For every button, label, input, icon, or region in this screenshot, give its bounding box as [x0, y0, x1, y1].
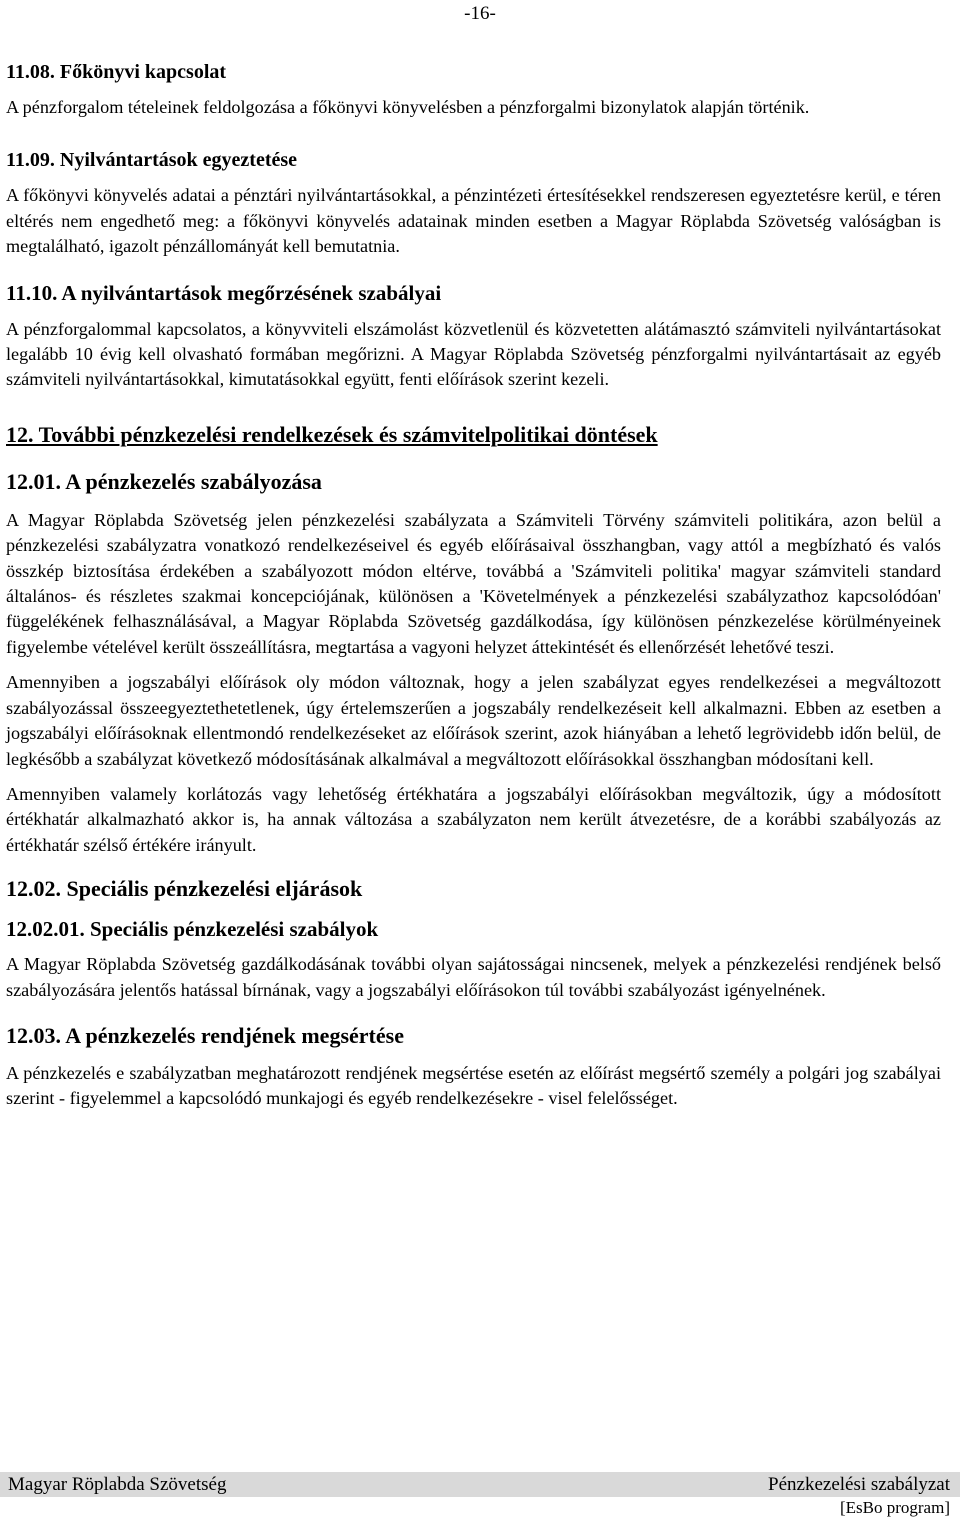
- footer-bar: [0, 1472, 960, 1497]
- heading-12-02-01: 12.02.01. Speciális pénzkezelési szabályok: [6, 917, 379, 942]
- heading-12-02: 12.02. Speciális pénzkezelési eljárások: [6, 876, 363, 902]
- page-number: -16-: [464, 3, 496, 24]
- paragraph-12-01-b: Amennyiben a jogszabályi előírások oly módon változnak, hogy a jelen szabályzat egyes rendelkezései a megváltozott szabályozással összeegyeztethetetlenek, úgy értelemszerűen a jogszabály rendelkezéseit kell alkalmazni. Ebben az esetben a jogszabályi előírásoknak ellentmondó rendelkezéseket az előírások szerint, azok hiányában a lehető legrövidebb időn belül, de legkésőbb a szabályzat következő módosításának alkalmával a megváltozott előírásokkal összhangban módosítani kell.: [6, 672, 941, 769]
- heading-11-08: 11.08. Főkönyvi kapcsolat: [6, 61, 227, 83]
- heading-12-03: 12.03. A pénzkezelés rendjének megsértése: [6, 1022, 404, 1048]
- paragraph-12-01-c: Amennyiben valamely korlátozás vagy lehetőség értékhatára a jogszabályi előírásokban megváltozik, úgy a módosított értékhatár alkalmazható akkor is, ha annak változása a szabályzaton nem került átvezetésre, de a korábbi szabályozás az értékhatár szélső értékére irányult.: [6, 783, 941, 855]
- paragraph-12-01-a: A Magyar Röplabda Szövetség jelen pénzkezelési szabályzata a Számviteli Törvény számviteli politikára, azon belül a pénzkezelési szabályzatra vonatkozó rendelkezéseivel és egyéb előírásaival összhangban, vagy attól a megbízható és valós összkép biztosítása érdekében a szabályozott módon eltérve, továbbá a 'Számviteli politika' magyar számviteli standard általános- és részletes szakmai koncepciójának, különösen a 'Követelmények a pénzkezelési szabályzathoz kapcsolódóan' függelékének felhasználásával, a Magyar Röplabda Szövetség gazdálkodása, így különösen pénzkezelése körülményeinek figyelembe vételével került összeállításra, megtartása a vagyoni helyzet áttekintését és ellenőrzését lehetővé teszi.: [6, 509, 941, 657]
- paragraph-11-09: A főkönyvi könyvelés adatai a pénztári nyilvántartásokkal, a pénzintézeti értesítésekkel rendszeresen egyeztetésre kerül, e téren eltérés nem engedhető meg: a főkönyvi könyvelés adatainak minden esetben a Magyar Röplabda Szövetség valóságban is megtalálható, igazolt pénzállományát kell bemutatnia.: [6, 185, 941, 257]
- paragraph-12-03: A pénzkezelés e szabályzatban meghatározott rendjének megsértése esetén az előírást megsértő személy a polgári jog szabályai szerint - figyelemmel a kapcsolódó munkajogi és egyéb rendelkezésekre - visel felelősséget.: [6, 1062, 941, 1109]
- paragraph-11-10: A pénzforgalommal kapcsolatos, a könyvviteli elszámolást közvetlenül és közvetetten alátámasztó számviteli nyilvántartásokat legalább 10 évig kell olvasható formában megőrizni. A Magyar Röplabda Szövetség pénzforgalmi nyilvántartásait az egyéb számviteli nyilvántartásokkal, kimutatásokkal együtt, fenti előírások szerint kezeli.: [6, 318, 941, 390]
- footer-organization: Magyar Röplabda Szövetség: [8, 1473, 227, 1495]
- heading-11-10: 11.10. A nyilvántartások megőrzésének szabályai: [6, 280, 442, 305]
- paragraph-11-08: A pénzforgalom tételeinek feldolgozása a főkönyvi könyvelésben a pénzforgalmi bizonylatok alapján történik.: [6, 97, 810, 117]
- paragraph-12-02-01: A Magyar Röplabda Szövetség gazdálkodásának további olyan sajátosságai nincsenek, melyek a pénzkezelési rendjének belső szabályozására jelentős hatással bírnának, vagy a jogszabályi előírásokon túl további szabályozást igényelnének.: [6, 954, 941, 1000]
- heading-12-01: 12.01. A pénzkezelés szabályozása: [6, 468, 322, 494]
- heading-11-09: 11.09. Nyilvántartások egyeztetése: [6, 149, 298, 172]
- page-footer: [0, 1472, 960, 1519]
- footer-document-title: Pénzkezelési szabályzat: [768, 1473, 950, 1495]
- document-body: [6, 59, 941, 1112]
- heading-12: 12. További pénzkezelési rendelkezések és számvitelpolitikai döntések: [6, 421, 658, 447]
- footer-program-note: [EsBo program]: [839, 1498, 950, 1517]
